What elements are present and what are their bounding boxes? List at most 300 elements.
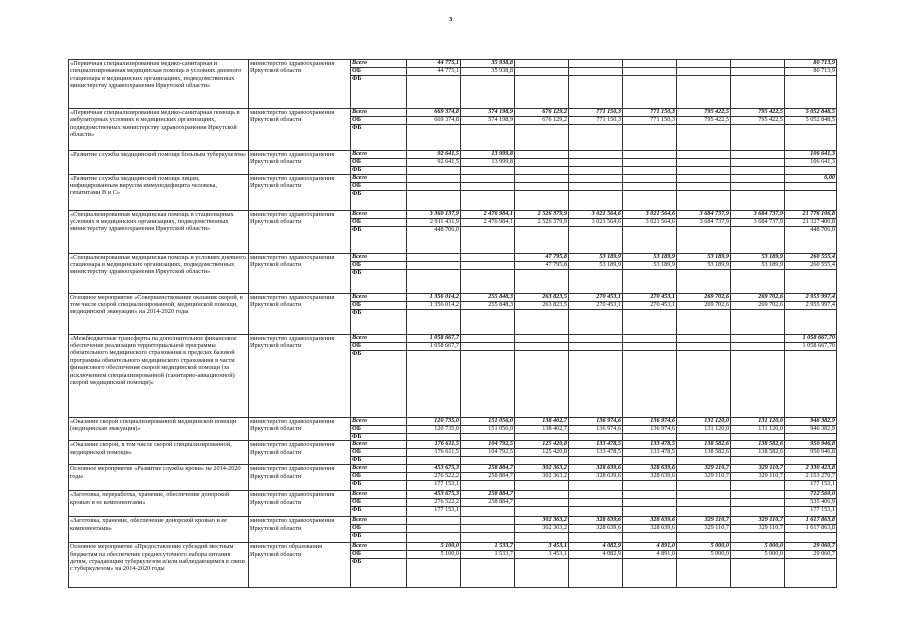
amount-col-1 <box>407 433 461 441</box>
amount-col-2 <box>461 76 515 109</box>
amount-total: 1 617 863,8 <box>785 517 837 525</box>
amount-col-6: 131 120,0 <box>677 425 731 433</box>
amount-col-2 <box>461 309 515 334</box>
amount-col-2: 151 056,0 <box>461 425 515 433</box>
amount-col-7: 131 120,0 <box>731 425 785 433</box>
amount-col-3 <box>515 269 569 293</box>
amount-col-4 <box>569 167 623 175</box>
amount-col-5 <box>623 159 677 167</box>
amount-col-1 <box>407 190 461 210</box>
amount-col-7 <box>731 151 785 159</box>
amount-col-2 <box>461 182 515 190</box>
measure-name: «Заготовка, хранение, обеспечение донорской кровью и ее компонентами» <box>69 517 249 543</box>
funding-row-all <box>69 174 837 182</box>
amount-col-3 <box>515 167 569 175</box>
amount-col-6 <box>677 226 731 253</box>
amount-col-3: 676 129,2 <box>515 117 569 125</box>
amount-col-6 <box>677 350 731 417</box>
amount-col-1: 276 522,2 <box>407 499 461 507</box>
amount-col-5 <box>623 68 677 76</box>
amount-col-4: 4 082,9 <box>569 551 623 559</box>
amount-col-5 <box>623 60 677 68</box>
amount-total: 5 052 848,5 <box>785 109 837 117</box>
amount-col-3: 302 363,2 <box>515 525 569 533</box>
responsible-executor: министерство здравоохранения Иркутской области <box>249 151 351 175</box>
amount-col-4: 328 639,6 <box>569 465 623 473</box>
amount-col-6: 329 110,7 <box>677 465 731 473</box>
amount-col-6 <box>677 159 731 167</box>
amount-col-5: 771 150,3 <box>623 109 677 117</box>
amount-col-1 <box>407 167 461 175</box>
amount-col-6 <box>677 174 731 182</box>
measure-name: «Развитие службы медицинской помощи лицам, инфицированным вирусом иммунодефицита человека, гепатитами В и С» <box>69 174 249 210</box>
amount-col-2: 258 884,7 <box>461 499 515 507</box>
amount-col-6 <box>677 334 731 342</box>
amount-col-4 <box>569 174 623 182</box>
funding-source: Всего <box>351 60 407 68</box>
amount-col-2: 1 533,7 <box>461 543 515 551</box>
amount-col-6 <box>677 507 731 517</box>
amount-col-1: 1 356 014,2 <box>407 293 461 301</box>
amount-col-1 <box>407 533 461 543</box>
amount-col-2 <box>461 559 515 588</box>
amount-total <box>785 182 837 190</box>
amount-col-3 <box>515 151 569 159</box>
amount-col-2 <box>461 125 515 151</box>
amount-col-2: 258 884,7 <box>461 473 515 481</box>
page-number: 3 <box>449 16 453 23</box>
measure-block <box>69 417 837 441</box>
amount-col-1: 120 735,0 <box>407 417 461 425</box>
measure-block <box>69 174 837 210</box>
amount-col-4 <box>569 533 623 543</box>
amount-col-6 <box>677 167 731 175</box>
funding-source: ФБ <box>351 269 407 293</box>
amount-col-3 <box>515 533 569 543</box>
amount-col-6: 329 110,7 <box>677 517 731 525</box>
funding-source: Всего <box>351 109 407 117</box>
measure-block <box>69 465 837 491</box>
amount-col-6 <box>677 533 731 543</box>
amount-total: 0,00 <box>785 174 837 182</box>
amount-col-7: 138 582,6 <box>731 441 785 449</box>
amount-total <box>785 457 837 465</box>
amount-col-7 <box>731 269 785 293</box>
amount-col-5 <box>623 182 677 190</box>
amount-col-3: 302 363,2 <box>515 473 569 481</box>
funding-row-all <box>69 465 837 473</box>
amount-col-6 <box>677 499 731 507</box>
amount-col-4: 53 189,9 <box>569 253 623 261</box>
amount-col-2 <box>461 174 515 182</box>
amount-col-6: 269 702,6 <box>677 301 731 309</box>
amount-total: 260 555,4 <box>785 261 837 269</box>
amount-col-6: 138 582,6 <box>677 449 731 457</box>
responsible-executor: министерство здравоохранения Иркутской области <box>249 293 351 334</box>
amount-col-7 <box>731 491 785 499</box>
amount-col-5: 136 974,6 <box>623 425 677 433</box>
amount-col-5 <box>623 190 677 210</box>
funding-source: ФБ <box>351 76 407 109</box>
amount-col-1: 92 641,5 <box>407 151 461 159</box>
amount-col-1: 177 153,1 <box>407 507 461 517</box>
amount-col-2: 1 533,7 <box>461 551 515 559</box>
funding-row-all <box>69 109 837 117</box>
amount-col-3 <box>515 457 569 465</box>
amount-col-1: 669 374,8 <box>407 117 461 125</box>
amount-col-2: 35 938,8 <box>461 68 515 76</box>
amount-col-4 <box>569 68 623 76</box>
responsible-executor: министерство здравоохранения Иркутской области <box>249 174 351 210</box>
amount-col-5 <box>623 76 677 109</box>
amount-total: 80 713,9 <box>785 68 837 76</box>
funding-source: Всего <box>351 417 407 425</box>
amount-col-1: 448 706,0 <box>407 226 461 253</box>
amount-col-2: 104 792,5 <box>461 441 515 449</box>
responsible-executor: министерство здравоохранения Иркутской области <box>249 109 351 151</box>
funding-source: ОБ <box>351 342 407 350</box>
amount-col-4: 328 639,6 <box>569 525 623 533</box>
amount-col-4: 270 453,1 <box>569 301 623 309</box>
amount-col-3: 263 823,5 <box>515 293 569 301</box>
responsible-executor: министерство здравоохранения Иркутской области <box>249 517 351 543</box>
amount-col-1: 44 775,1 <box>407 68 461 76</box>
amount-col-6 <box>677 151 731 159</box>
funding-source: ОБ <box>351 182 407 190</box>
funding-source: Всего <box>351 517 407 525</box>
amount-col-6: 795 422,5 <box>677 109 731 117</box>
amount-col-4 <box>569 60 623 68</box>
funding-source: Всего <box>351 174 407 182</box>
amount-col-7 <box>731 350 785 417</box>
amount-col-7 <box>731 125 785 151</box>
amount-col-6 <box>677 433 731 441</box>
funding-source: ОБ <box>351 551 407 559</box>
amount-total <box>785 433 837 441</box>
amount-col-5 <box>623 491 677 499</box>
amount-col-2: 574 198,9 <box>461 117 515 125</box>
funding-source: ОБ <box>351 301 407 309</box>
amount-col-7 <box>731 190 785 210</box>
amount-col-3 <box>515 491 569 499</box>
amount-col-7 <box>731 60 785 68</box>
funding-source: ФБ <box>351 226 407 253</box>
amount-col-2 <box>461 517 515 525</box>
amount-col-2 <box>461 457 515 465</box>
funding-source: ФБ <box>351 559 407 588</box>
amount-col-7: 329 110,7 <box>731 517 785 525</box>
amount-col-3 <box>515 159 569 167</box>
amount-col-5: 328 639,6 <box>623 517 677 525</box>
amount-total: 535 406,9 <box>785 499 837 507</box>
amount-total: 712 560,0 <box>785 491 837 499</box>
amount-col-4 <box>569 507 623 517</box>
amount-col-5 <box>623 559 677 588</box>
responsible-executor: министерство здравоохранения Иркутской области <box>249 417 351 441</box>
amount-col-6: 269 702,6 <box>677 293 731 301</box>
amount-total: 2 153 270,7 <box>785 473 837 481</box>
amount-col-5 <box>623 174 677 182</box>
amount-col-4: 3 021 564,6 <box>569 218 623 226</box>
amount-total <box>785 269 837 293</box>
amount-col-6 <box>677 342 731 350</box>
amount-total: 2 955 997,4 <box>785 293 837 301</box>
amount-total: 80 713,9 <box>785 60 837 68</box>
funding-source: ФБ <box>351 125 407 151</box>
amount-col-6 <box>677 269 731 293</box>
amount-total: 106 641,3 <box>785 159 837 167</box>
amount-col-5: 4 891,0 <box>623 551 677 559</box>
amount-col-6: 329 110,7 <box>677 473 731 481</box>
amount-col-5: 3 021 564,6 <box>623 210 677 218</box>
amount-col-6 <box>677 68 731 76</box>
amount-col-5 <box>623 433 677 441</box>
amount-col-4 <box>569 125 623 151</box>
amount-col-3 <box>515 309 569 334</box>
amount-col-2: 255 848,3 <box>461 301 515 309</box>
amount-col-5: 4 891,0 <box>623 543 677 551</box>
amount-col-7 <box>731 167 785 175</box>
amount-col-5: 771 150,3 <box>623 117 677 125</box>
amount-col-2 <box>461 167 515 175</box>
amount-col-4: 771 150,3 <box>569 117 623 125</box>
amount-col-4 <box>569 226 623 253</box>
funding-source: ФБ <box>351 350 407 417</box>
amount-col-6: 795 422,5 <box>677 117 731 125</box>
amount-col-6 <box>677 559 731 588</box>
amount-col-5 <box>623 457 677 465</box>
amount-col-1: 92 641,5 <box>407 159 461 167</box>
amount-total: 260 555,4 <box>785 253 837 261</box>
amount-col-2: 255 848,3 <box>461 293 515 301</box>
amount-col-5: 133 478,5 <box>623 441 677 449</box>
amount-col-3 <box>515 481 569 491</box>
amount-col-1 <box>407 182 461 190</box>
amount-col-1: 5 100,0 <box>407 543 461 551</box>
amount-total <box>785 309 837 334</box>
responsible-executor: министерство здравоохранения Иркутской области <box>249 210 351 253</box>
amount-col-6 <box>677 457 731 465</box>
funding-source: Всего <box>351 441 407 449</box>
amount-col-3 <box>515 182 569 190</box>
measure-block <box>69 491 837 517</box>
amount-col-1 <box>407 253 461 261</box>
amount-col-6: 131 120,0 <box>677 417 731 425</box>
amount-col-6 <box>677 60 731 68</box>
amount-col-3 <box>515 174 569 182</box>
measure-name: «Оказание скорой, в том числе скорой специализированной, медицинской помощи» <box>69 441 249 465</box>
amount-col-5: 53 189,9 <box>623 261 677 269</box>
amount-total: 946 382,9 <box>785 417 837 425</box>
amount-col-2: 35 938,8 <box>461 60 515 68</box>
amount-col-1 <box>407 125 461 151</box>
amount-col-5 <box>623 334 677 342</box>
amount-col-4: 328 639,6 <box>569 473 623 481</box>
amount-total <box>785 190 837 210</box>
amount-col-7: 131 120,0 <box>731 417 785 425</box>
amount-total: 29 060,7 <box>785 551 837 559</box>
amount-col-1: 1 058 667,7 <box>407 342 461 350</box>
amount-col-4: 270 453,1 <box>569 293 623 301</box>
amount-col-7 <box>731 457 785 465</box>
amount-col-7 <box>731 159 785 167</box>
funding-row-all <box>69 491 837 499</box>
amount-col-1: 177 153,1 <box>407 481 461 491</box>
measure-block <box>69 210 837 253</box>
amount-col-3: 302 363,2 <box>515 517 569 525</box>
responsible-executor: министерство здравоохранения Иркутской области <box>249 60 351 109</box>
amount-col-3: 125 420,8 <box>515 449 569 457</box>
funding-source: ФБ <box>351 190 407 210</box>
amount-col-4 <box>569 457 623 465</box>
amount-col-3 <box>515 60 569 68</box>
amount-col-7 <box>731 433 785 441</box>
amount-col-4 <box>569 269 623 293</box>
amount-col-7: 329 110,7 <box>731 473 785 481</box>
measure-name: Основное мероприятие «Предоставление субсидий местным бюджетам на обеспечение среднесуточного набора питания детям, страдающим туберкулезом и/или наблюдающимся в связи с туберкулезом» на 2014-2020 годы <box>69 543 249 588</box>
amount-col-2 <box>461 525 515 533</box>
responsible-executor: министерство здравоохранения Иркутской области <box>249 491 351 517</box>
amount-col-7: 3 684 737,9 <box>731 218 785 226</box>
funding-source: ОБ <box>351 425 407 433</box>
amount-col-6 <box>677 125 731 151</box>
measure-name: «Специализированная медицинская помощь в стационарных условиях в медицинских организациях, подведомственных министерству здравоохранения Иркутской области» <box>69 210 249 253</box>
amount-col-4 <box>569 182 623 190</box>
amount-col-2 <box>461 433 515 441</box>
amount-col-3: 2 526 379,9 <box>515 218 569 226</box>
measure-block <box>69 293 837 334</box>
funding-source: Всего <box>351 334 407 342</box>
amount-col-4 <box>569 159 623 167</box>
amount-col-6: 5 000,0 <box>677 551 731 559</box>
amount-col-1: 176 611,5 <box>407 449 461 457</box>
amount-col-4 <box>569 559 623 588</box>
amount-col-3 <box>515 76 569 109</box>
amount-col-1 <box>407 350 461 417</box>
funding-source: Всего <box>351 253 407 261</box>
amount-total: 177 153,1 <box>785 481 837 491</box>
funding-row-all <box>69 543 837 551</box>
amount-col-1: 453 675,3 <box>407 491 461 499</box>
amount-col-3: 3 453,1 <box>515 543 569 551</box>
amount-col-4 <box>569 342 623 350</box>
funding-source: ФБ <box>351 433 407 441</box>
measure-block <box>69 151 837 175</box>
responsible-executor: министерство здравоохранения Иркутской области <box>249 253 351 293</box>
funding-source: ОБ <box>351 449 407 457</box>
amount-col-4: 133 478,5 <box>569 441 623 449</box>
amount-col-1 <box>407 559 461 588</box>
amount-col-5: 328 639,6 <box>623 473 677 481</box>
amount-col-7 <box>731 68 785 76</box>
amount-col-3 <box>515 559 569 588</box>
amount-col-3: 263 823,5 <box>515 301 569 309</box>
amount-col-5: 3 021 564,6 <box>623 218 677 226</box>
funding-source: Всего <box>351 543 407 551</box>
amount-col-3 <box>515 226 569 253</box>
amount-col-1: 2 911 431,9 <box>407 218 461 226</box>
amount-col-5: 328 639,6 <box>623 525 677 533</box>
measure-block <box>69 60 837 109</box>
amount-col-1: 1 356 014,2 <box>407 301 461 309</box>
amount-col-5: 53 189,9 <box>623 253 677 261</box>
amount-col-3 <box>515 433 569 441</box>
measure-name: «Первичная специализированная медико-санитарная и специализированная медицинская помощь в условиях дневного стационара в медицинских организациях, подведомственных министерству здравоохранения Иркутской области» <box>69 60 249 109</box>
amount-col-7: 329 110,7 <box>731 525 785 533</box>
measure-name: «Первичная специализированная медико-санитарная помощь в амбулаторных условиях в медицинских организациях, подведомственных министерству здравоохранения Иркутской области» <box>69 109 249 151</box>
amount-col-2 <box>461 334 515 342</box>
funding-source: ФБ <box>351 533 407 543</box>
amount-col-5: 270 453,1 <box>623 301 677 309</box>
amount-col-3 <box>515 499 569 507</box>
amount-col-6 <box>677 481 731 491</box>
amount-col-2 <box>461 261 515 269</box>
amount-col-7 <box>731 481 785 491</box>
funding-row-all <box>69 517 837 525</box>
amount-col-7: 53 189,9 <box>731 261 785 269</box>
amount-col-4 <box>569 334 623 342</box>
amount-col-2: 258 884,7 <box>461 465 515 473</box>
amount-col-5 <box>623 226 677 253</box>
amount-col-1 <box>407 261 461 269</box>
amount-col-4 <box>569 350 623 417</box>
amount-col-5 <box>623 125 677 151</box>
measure-name: «Межбюджетные трансферты на дополнительное финансовое обеспечение реализации территориальной программы обязательного медицинского страхования в пределах базовой программы обязательного медицинского страхования в части финансового обеспечения скорой медицинской помощи (за исключением специализированной (санитарно-авиационной) скорой медицинской помощи)» <box>69 334 249 417</box>
amount-col-6: 138 582,6 <box>677 441 731 449</box>
amount-col-3: 2 526 379,9 <box>515 210 569 218</box>
amount-col-5: 270 453,1 <box>623 293 677 301</box>
amount-col-2 <box>461 350 515 417</box>
amount-col-7: 329 110,7 <box>731 465 785 473</box>
funding-row-all <box>69 417 837 425</box>
responsible-executor: министерство здравоохранения Иркутской области <box>249 441 351 465</box>
amount-col-7 <box>731 226 785 253</box>
amount-col-6: 3 684 737,9 <box>677 210 731 218</box>
measure-block <box>69 109 837 151</box>
responsible-executor: министерство здравоохранения Иркутской области <box>249 334 351 417</box>
amount-total: 946 382,9 <box>785 425 837 433</box>
amount-col-7: 138 582,6 <box>731 449 785 457</box>
amount-col-5: 136 974,6 <box>623 417 677 425</box>
funding-source: Всего <box>351 210 407 218</box>
amount-col-2: 574 198,9 <box>461 109 515 117</box>
amount-col-4: 136 974,6 <box>569 417 623 425</box>
amount-col-1 <box>407 174 461 182</box>
amount-col-7 <box>731 174 785 182</box>
funding-source: ФБ <box>351 457 407 465</box>
funding-source: Всего <box>351 491 407 499</box>
amount-col-4 <box>569 499 623 507</box>
amount-col-1 <box>407 457 461 465</box>
funding-source: ФБ <box>351 481 407 491</box>
amount-col-1 <box>407 525 461 533</box>
funding-source: ОБ <box>351 499 407 507</box>
amount-total <box>785 76 837 109</box>
amount-col-3: 47 795,8 <box>515 261 569 269</box>
amount-col-3 <box>515 125 569 151</box>
amount-col-2 <box>461 507 515 517</box>
amount-col-7: 269 702,6 <box>731 293 785 301</box>
amount-col-1 <box>407 269 461 293</box>
amount-col-6 <box>677 182 731 190</box>
funding-source: ОБ <box>351 117 407 125</box>
amount-col-4: 3 021 564,6 <box>569 210 623 218</box>
amount-col-2: 13 999,8 <box>461 151 515 159</box>
amount-total: 950 946,8 <box>785 449 837 457</box>
amount-col-4: 136 974,6 <box>569 425 623 433</box>
amount-col-7: 269 702,6 <box>731 301 785 309</box>
amount-total: 2 330 423,8 <box>785 465 837 473</box>
